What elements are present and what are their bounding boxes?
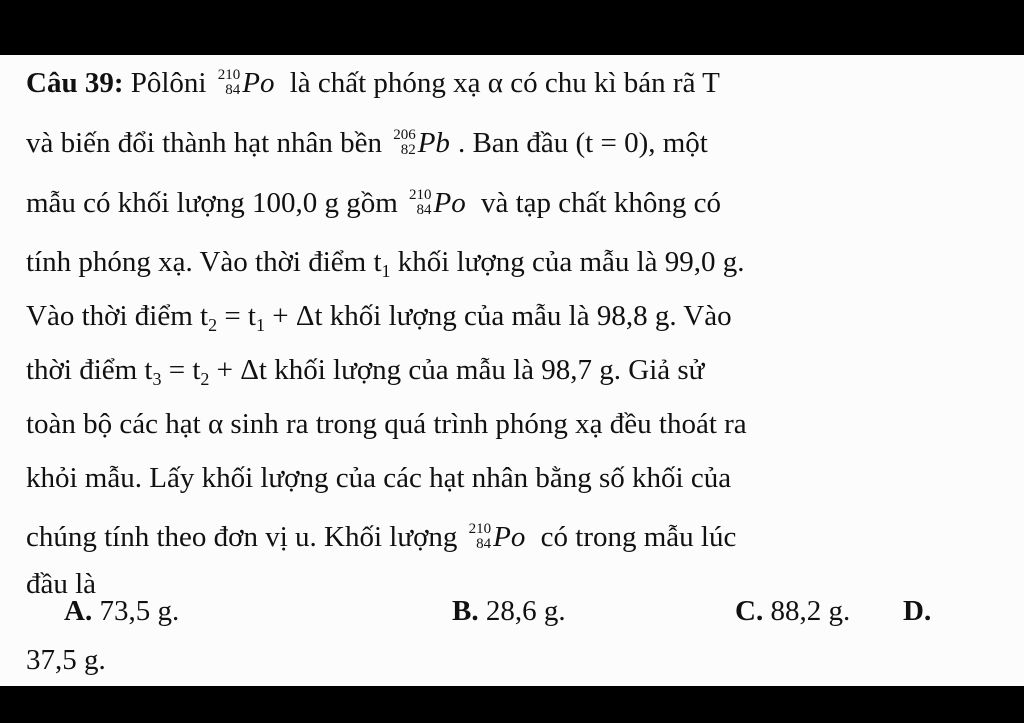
- atomic-number: 82: [400, 142, 416, 159]
- line-text: chúng tính theo đơn vị u. Khối lượng: [26, 521, 458, 553]
- line-text: = t: [161, 354, 201, 386]
- mass-number: 210: [409, 187, 432, 204]
- line-text: Vào thời điểm t: [26, 300, 209, 332]
- question-line-2: [26, 123, 708, 163]
- option-value: 28,6 g.: [485, 595, 566, 627]
- line-text: khỏi mẫu. Lấy khối lượng của các hạt nhân bằng số khối của: [26, 462, 732, 494]
- subscript: 2: [200, 369, 210, 389]
- nuclide-po: [218, 63, 275, 103]
- line-text: và tạp chất không có: [481, 187, 721, 219]
- option-letter: C.: [735, 595, 764, 627]
- line-text: tính phóng xạ. Vào thời điểm t: [26, 246, 382, 278]
- question-line-8: [26, 458, 731, 498]
- option-letter: D.: [903, 595, 932, 627]
- question-line-1: [26, 63, 720, 103]
- line-text: Pôlôni: [130, 67, 207, 99]
- question-line-4: [26, 242, 745, 282]
- option-d[interactable]: [903, 591, 931, 631]
- nuclide-po: [469, 517, 526, 557]
- line-text: thời điểm t: [26, 354, 153, 386]
- line-text: toàn bộ các hạt α sinh ra trong quá trình phóng xạ đều thoát ra: [26, 408, 747, 440]
- line-text: khối lượng của mẫu là 99,0 g.: [390, 246, 745, 278]
- option-c[interactable]: [735, 591, 850, 631]
- subscript: 2: [208, 315, 218, 335]
- nuclide-symbol: Po: [242, 67, 275, 99]
- subscript: 3: [152, 369, 162, 389]
- line-text: + Δt khối lượng của mẫu là 98,8 g. Vào: [264, 300, 732, 332]
- option-a[interactable]: [64, 591, 179, 631]
- line-text: . Ban đầu (t = 0), một: [457, 127, 708, 159]
- option-letter: A.: [64, 595, 93, 627]
- question-line-5: [26, 296, 732, 336]
- atomic-number: 84: [416, 202, 432, 219]
- option-value: 73,5 g.: [99, 595, 180, 627]
- line-text: và biến đổi thành hạt nhân bền: [26, 127, 382, 159]
- line-text: có trong mẫu lúc: [540, 521, 737, 553]
- option-b[interactable]: [452, 591, 566, 631]
- atomic-number: 84: [225, 82, 241, 99]
- nuclide-symbol: Pb: [417, 127, 450, 159]
- subscript: 1: [381, 261, 391, 281]
- nuclide-symbol: Po: [433, 187, 466, 219]
- nuclide-po: [409, 183, 466, 223]
- option-d-value[interactable]: [26, 640, 106, 680]
- question-line-3: [26, 183, 721, 223]
- subscript: 1: [255, 315, 265, 335]
- line-text: = t: [217, 300, 256, 332]
- question-label: Câu 39:: [26, 67, 124, 99]
- question-card: [0, 55, 1024, 686]
- question-line-7: [26, 404, 747, 444]
- mass-number: 210: [468, 521, 492, 538]
- nuclide-symbol: Po: [493, 521, 526, 553]
- atomic-number: 84: [476, 536, 492, 553]
- line-text: + Δt khối lượng của mẫu là 98,7 g. Giả sử: [209, 354, 705, 386]
- line-text: đầu là: [26, 568, 97, 600]
- mass-number: 210: [217, 67, 241, 84]
- nuclide-pb: [393, 123, 450, 163]
- line-text: là chất phóng xạ α có chu kì bán rã T: [289, 67, 720, 99]
- option-value: 37,5 g.: [26, 644, 106, 676]
- option-value: 88,2 g.: [770, 595, 851, 627]
- question-line-9: [26, 517, 736, 557]
- mass-number: 206: [393, 127, 416, 144]
- option-letter: B.: [452, 595, 479, 627]
- question-line-6: [26, 350, 704, 390]
- line-text: mẫu có khối lượng 100,0 g gồm: [26, 187, 398, 219]
